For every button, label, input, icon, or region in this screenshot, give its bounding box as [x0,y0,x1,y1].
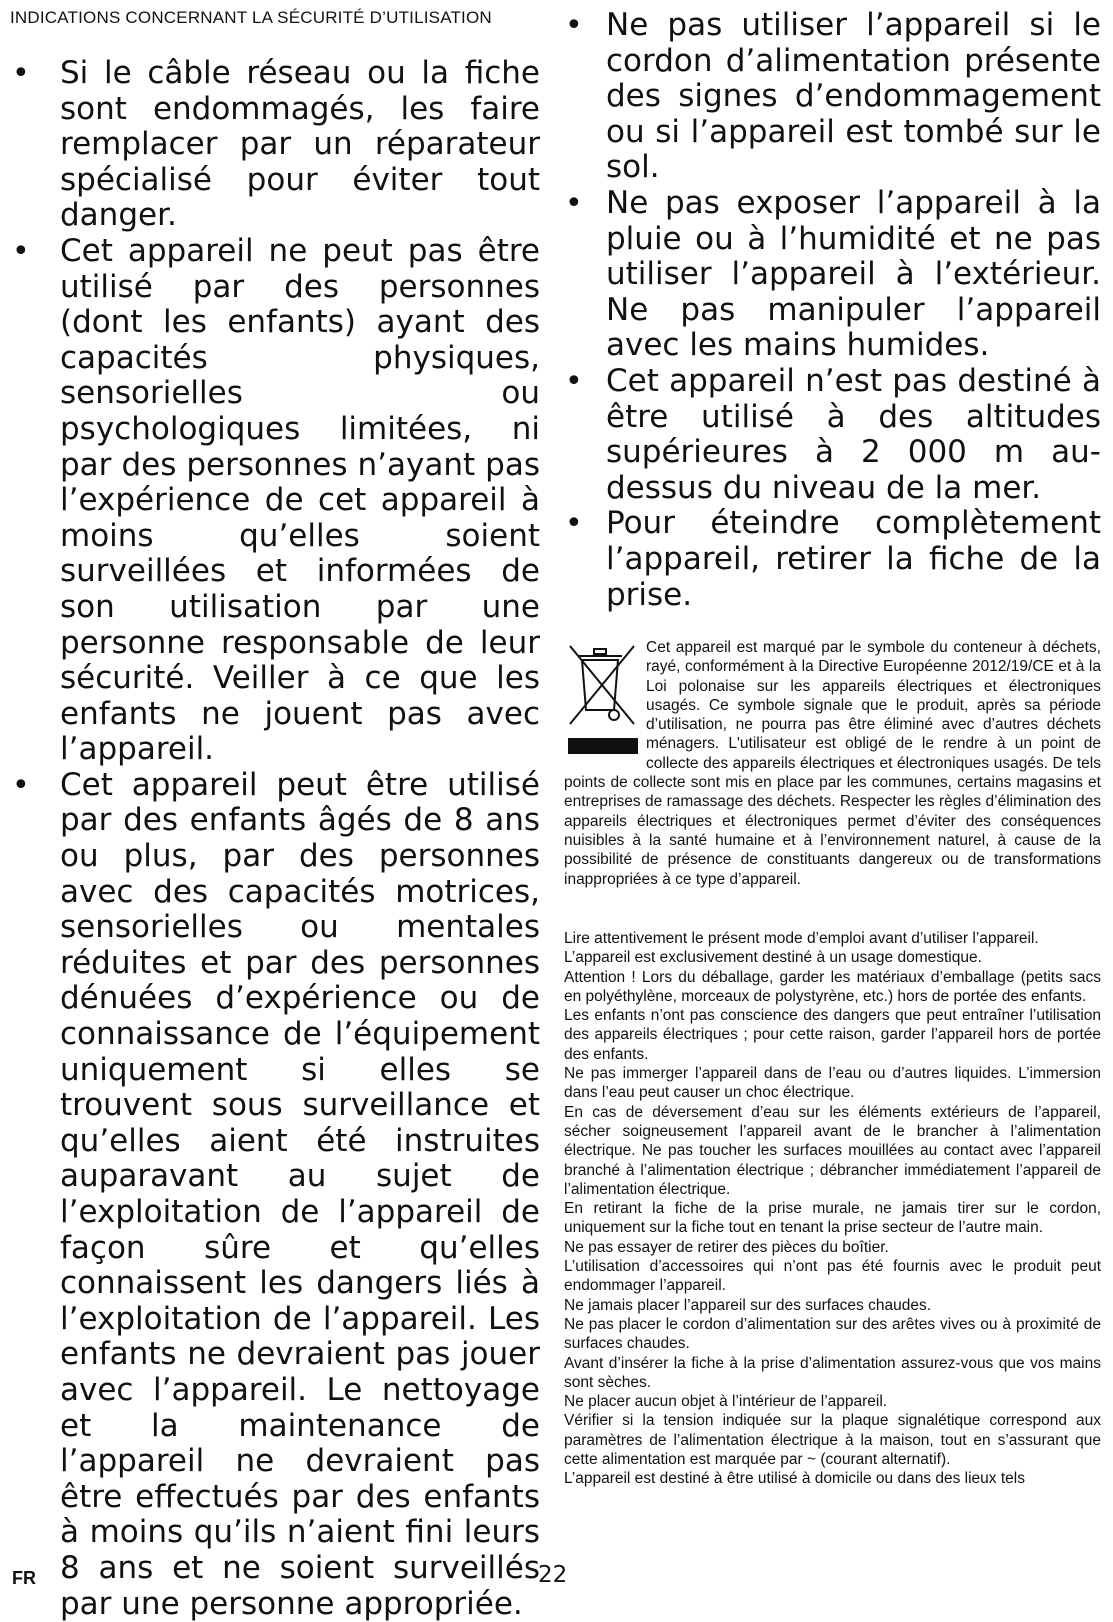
right-column [561,8,1101,613]
note-paragraph: En retirant la fiche de la prise murale, ne jamais tirer sur le cordon, uniquement sur la fiche tout en tenant la prise secteur de l’autre main. [564,1200,1101,1237]
crossed-out-wheeled-bin-icon [564,638,642,758]
note-paragraph: Lire attentivement le présent mode d’emploi avant d’utiliser l’appareil. [564,930,1039,947]
page-number: 22 [538,1562,568,1588]
safety-item: • Ne pas exposer l’appareil à la pluie ou à l’humidité et ne pas utiliser l’appareil à l’extérieur. Ne pas manipuler l’appareil avec les mains humides. [561,186,1101,364]
safety-item: • Cet appareil n’est pas destiné à être utilisé à des altitudes supérieures à 2 000 m au-dessus du niveau de la mer. [561,364,1101,506]
weee-section [564,638,1101,889]
language-code: FR [12,1568,36,1588]
weee-text: Cet appareil est marqué par le symbole du conteneur à déchets, rayé, conformément à la Directive Européenne 2012/19/CE et à la Loi polonaise sur les appareils électriques et électroniques usagés. Ce symbole signale que le produit, après sa période d’utilisation, ne pourra pas être éliminé avec d’autres déchets ménagers. L'utilisateur est obligé de le rendre à un point de collecte des appareils électriques et électroniques usagés. De tels points de collecte sont mis en place par les communes, certains magasins et entreprises de ramassage des déchets. Respecter les règles d’élimination des appareils électriques et électroniques permet d’éviter des conséquences nuisibles à la santé humaine et à l’environnement naturel, à cause de la possibilité de présence de constituants dangereux ou de transformations inappropriées à ce type d’appareil. [564,639,1101,888]
note-paragraph: En cas de déversement d’eau sur les éléments extérieurs de l’appareil, sécher soigneusement l’appareil avant de le brancher à l’alimentation électrique. Ne pas toucher les surfaces mouillées au contact avec l’appareil branché à l’alimentation électrique ; débrancher immédiatement l’appareil de l’alimentation électrique. [564,1103,1101,1198]
note-paragraph: Ne pas placer le cordon d’alimentation sur des arêtes vives ou à proximité de surfaces chaudes. [564,1315,1101,1353]
safety-item: • Si le câble réseau ou la fiche sont endommagés, les faire remplacer par un réparateur spécialisé pour éviter tout danger. [12,56,540,234]
note-paragraph: L’utilisation d’accessoires qui n’ont pas été fournis avec le produit peut endommager l’appareil. [564,1258,1101,1295]
note-paragraph: L’appareil est destiné à être utilisé à domicile ou dans des lieux tels [564,1470,1025,1488]
safety-item: • Ne pas utiliser l’appareil si le cordon d’alimentation présente des signes d’endommagement ou si l’appareil est tombé sur le sol. [561,8,1101,186]
notes-section [564,929,1101,1489]
note-paragraph: L’appareil est exclusivement destiné à un usage domestique. [564,949,982,967]
safety-item: • Pour éteindre complètement l’appareil, retirer la fiche de la prise. [561,506,1101,613]
note-paragraph: Vérifier si la tension indiquée sur la plaque signalétique correspond aux paramètres de l’alimentation électrique à la maison, tout en s’assurant que cette alimentation est marquée par ~ (courant alternatif). [564,1412,1101,1469]
right-safety-list [561,8,1101,613]
note-paragraph: Attention ! Lors du déballage, garder les matériaux d’emballage (petits sacs en polyéthylène, morceaux de polystyrène, etc.) hors de portée des enfants. [564,968,1101,1005]
left-column [12,56,540,1622]
safety-item: • Cet appareil peut être utilisé par des enfants âgés de 8 ans ou plus, par des personnes avec des capacités motrices, sensorielles ou mentales réduites et par des personnes dénuées d’expérience ou de connaissance de l’équipement uniquement si elles se trouvent sous surveillance et qu’elles aient été instruites auparavant au sujet de l’exploitation de l’appareil de façon sûre et qu’elles connaissent les dangers liés à l’exploitation de l’appareil. Les enfants ne devraient pas jouer avec l’appareil. Le nettoyage et la maintenance de l’appareil ne devraient pas être effectués par des enfants à moins qu’ils n’aient fini leurs 8 ans et ne soient surveillés par une personne appropriée. [12,768,540,1622]
page-header: INDICATIONS CONCERNANT LA SÉCURITÉ D’UTILISATION [10,8,492,27]
note-paragraph: Ne pas essayer de retirer des pièces du boîtier. [564,1238,889,1256]
note-paragraph: Avant d’insérer la fiche à la prise d’alimentation assurez-vous que vos mains sont sèches. [564,1354,1101,1391]
safety-item: • Cet appareil ne peut pas être utilisé par des personnes (dont les enfants) ayant des capacités physiques, sensorielles ou psychologiques limitées, ni par des personnes n’ayant pas l’expérience de cet appareil à moins qu’elles soient surveillées et informées de son utilisation par une personne responsable de leur sécurité. Veiller à ce que les enfants ne jouent pas avec l’appareil. [12,234,540,768]
left-safety-list [12,56,540,1622]
note-paragraph: Ne pas immerger l’appareil dans de l’eau ou d’autres liquides. L’immersion dans l’eau peut causer un choc électrique. [564,1065,1101,1102]
note-paragraph: Les enfants n’ont pas conscience des dangers que peut entraîner l’utilisation des appareils électriques ; pour cette raison, garder l’appareil hors de portée des enfants. [564,1007,1101,1063]
note-paragraph: Ne jamais placer l’appareil sur des surfaces chaudes. [564,1296,932,1314]
note-paragraph: Ne placer aucun objet à l’intérieur de l’appareil. [564,1393,888,1411]
